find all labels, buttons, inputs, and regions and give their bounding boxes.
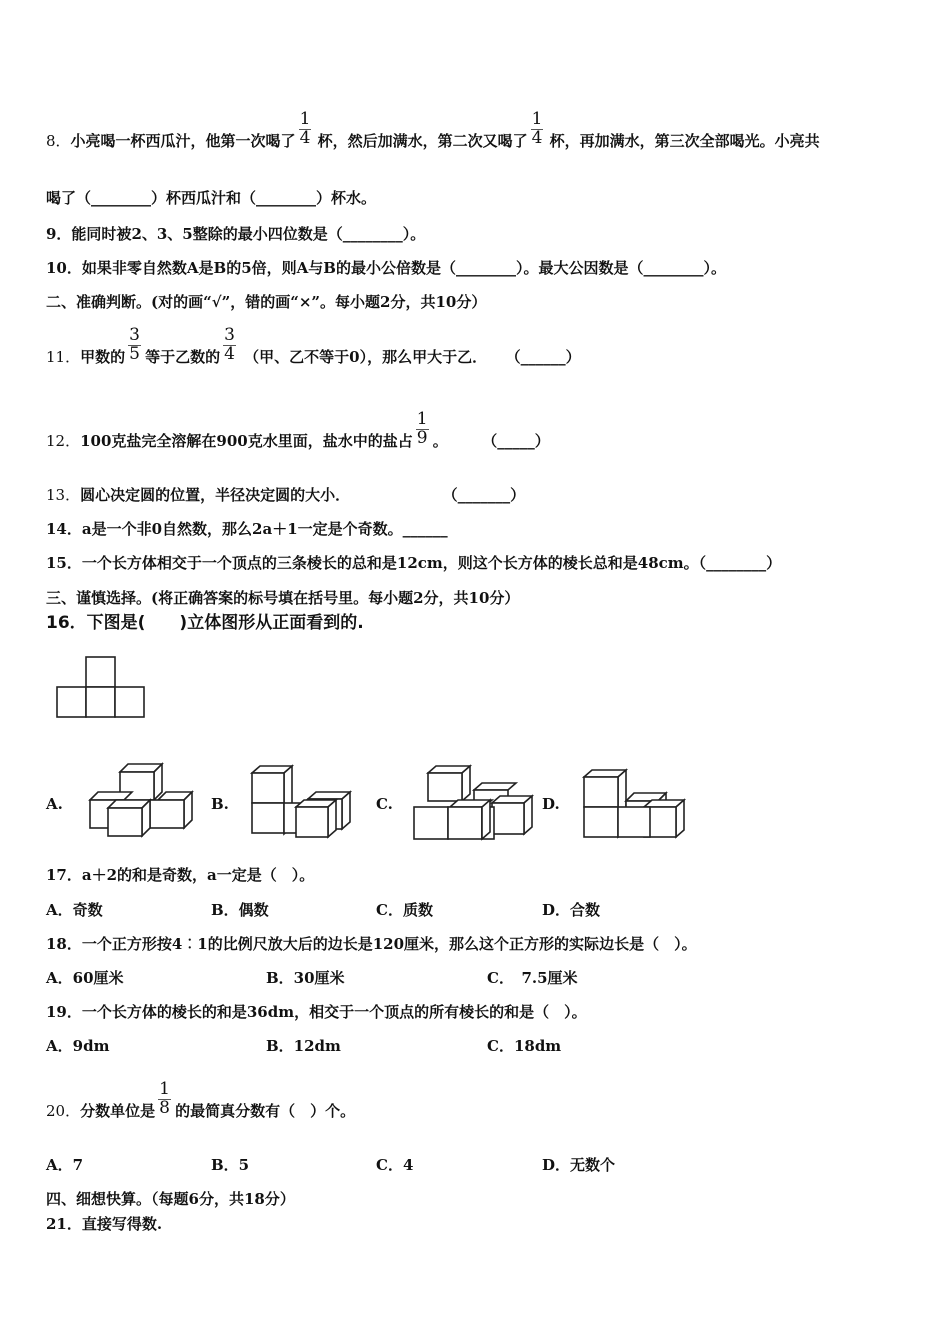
fraction-one-ninth: $\frac{1}{9}$	[416, 409, 428, 449]
q11-text-1: 甲数的	[80, 348, 126, 366]
q20-option-d[interactable]: D．无数个	[542, 1156, 616, 1174]
fraction-one-eighth: $\frac{1}{8}$	[159, 1079, 170, 1119]
q18-option-c[interactable]: C． 7.5厘米	[487, 969, 578, 987]
q12-text-2: 。	[432, 432, 448, 450]
question-21: 21．直接写得数.	[46, 1215, 163, 1233]
question-15: 15．一个长方体相交于一个顶点的三条棱长的总和是12cm，则这个长方体的棱长总和是48cm。（________）	[46, 554, 782, 572]
question-14: 14．a是一个非0自然数，那么2a＋1一定是个奇数。______	[46, 520, 448, 538]
q19-option-b[interactable]: B．12dm	[266, 1037, 341, 1055]
section-4-heading: 四、细想快算。（每题6分，共18分）	[46, 1190, 295, 1208]
q20-option-b[interactable]: B．5	[211, 1156, 250, 1174]
q19-option-a[interactable]: A．9dm	[46, 1037, 110, 1055]
q13-number: 13．	[46, 486, 81, 504]
q20-number: 20．	[46, 1102, 81, 1120]
q19-option-c[interactable]: C．18dm	[487, 1037, 562, 1055]
fraction-one-quarter: $\frac{1}{4}$	[299, 109, 311, 149]
q8-text-3: 杯，再加满水，第三次全部喝光。小亮共	[549, 132, 820, 150]
q17-option-b[interactable]: B．偶数	[211, 901, 269, 919]
question-13	[46, 485, 525, 505]
q17-option-d[interactable]: D．合数	[542, 901, 601, 919]
question-18: 18．一个正方形按4︰1的比例尺放大后的边长是120厘米，那么这个正方形的实际边长是（ ）。	[46, 935, 697, 953]
q13-text: 圆心决定圆的位置，半径决定圆的大小．	[80, 486, 351, 504]
q20-option-c[interactable]: C．4	[376, 1156, 414, 1174]
q12-number: 12．	[46, 432, 81, 450]
fraction-one-quarter: $\frac{1}{4}$	[531, 109, 543, 149]
option-c-cube-figure[interactable]	[410, 763, 536, 843]
q17-option-a[interactable]: A．奇数	[46, 901, 103, 919]
option-a-cube-figure[interactable]	[86, 760, 196, 842]
option-d-label[interactable]: D.	[542, 795, 560, 813]
front-view-figure	[54, 655, 150, 721]
answer-blank[interactable]: （_______）	[450, 486, 526, 504]
fraction-three-quarters: $\frac{3}{4}$	[224, 325, 235, 365]
q12-text-1: 100克盐完全溶解在900克水里面，盐水中的盐占	[80, 432, 413, 450]
q8-line-2: 喝了（________）杯西瓜汁和（________）杯水。	[46, 189, 377, 207]
question-11	[46, 325, 581, 367]
question-16: 16．下图是( )立体图形从正面看到的.	[46, 613, 364, 633]
question-20	[46, 1079, 356, 1121]
question-8	[46, 109, 820, 151]
section-3-heading: 三、谨慎选择。(将正确答案的标号填在括号里。每小题2分，共10分）	[46, 589, 520, 607]
option-c-label[interactable]: C.	[376, 795, 393, 813]
question-17: 17．a＋2的和是奇数，a一定是（ ）。	[46, 866, 315, 884]
q8-number: 8．	[46, 132, 71, 150]
fraction-three-fifths: $\frac{3}{5}$	[129, 325, 140, 365]
option-b-cube-figure[interactable]	[248, 763, 356, 841]
question-10: 10．如果非零自然数A是B的5倍，则A与B的最小公倍数是（________）。最大公因数是（________）。	[46, 259, 726, 277]
q20-text-1: 分数单位是	[80, 1102, 156, 1120]
q8-text-1: 小亮喝一杯西瓜汁，他第一次喝了	[70, 132, 296, 150]
q20-option-a[interactable]: A．7	[46, 1156, 84, 1174]
option-b-label[interactable]: B.	[211, 795, 229, 813]
option-a-label[interactable]: A.	[46, 795, 63, 813]
question-9: 9．能同时被2、3、5整除的最小四位数是（________）。	[46, 225, 426, 243]
q8-text-2: 杯，然后加满水，第二次又喝了	[317, 132, 528, 150]
question-19: 19．一个长方体的棱长的和是36dm，相交于一个顶点的所有棱长的和是（ ）。	[46, 1003, 587, 1021]
q11-text-2: 等于乙数的	[145, 348, 221, 366]
option-d-cube-figure[interactable]	[578, 765, 690, 843]
q20-text-2: 的最简真分数有（ ）个。	[175, 1102, 356, 1120]
section-2-heading: 二、准确判断。(对的画“√”，错的画“×”。每小题2分，共10分）	[46, 293, 487, 311]
q11-number: 11．	[46, 348, 81, 366]
q18-option-a[interactable]: A．60厘米	[46, 969, 124, 987]
q11-text-3: （甲、乙不等于0），那么甲大于乙．	[244, 348, 488, 366]
answer-blank[interactable]: （_____）	[489, 432, 550, 450]
q18-option-b[interactable]: B．30厘米	[266, 969, 345, 987]
q17-option-c[interactable]: C．质数	[376, 901, 433, 919]
answer-blank[interactable]: （______）	[513, 348, 581, 366]
question-12	[46, 409, 550, 451]
